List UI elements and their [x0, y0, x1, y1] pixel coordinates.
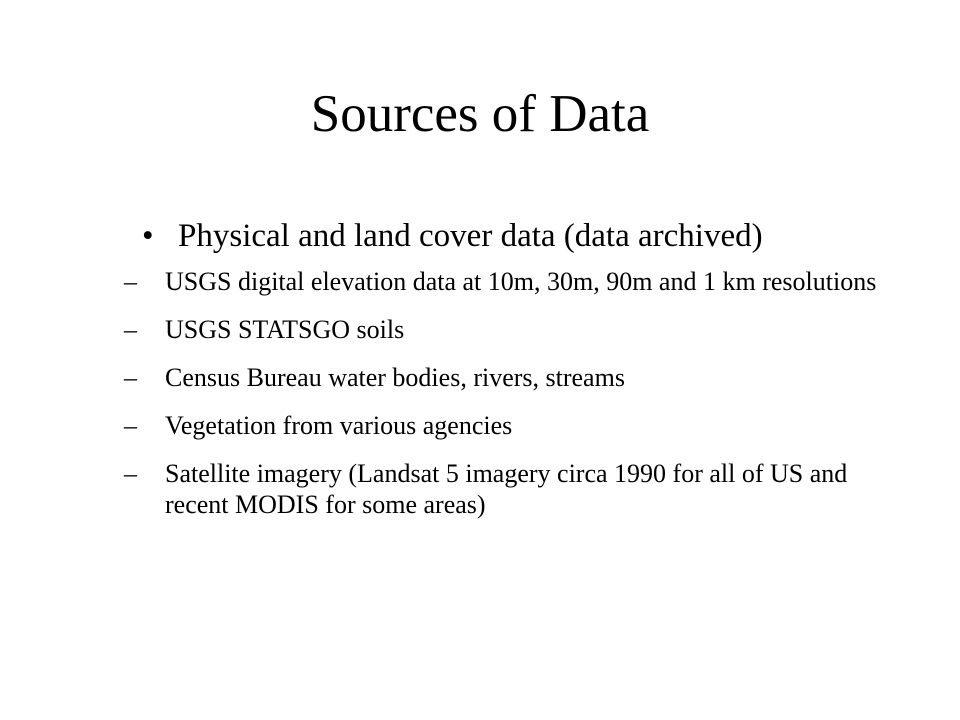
bullet-text: Physical and land cover data (data archived)	[178, 218, 763, 254]
slide-title: Sources of Data	[310, 85, 650, 143]
sub-bullet-text: USGS digital elevation data at 10m, 30m, 90m and 1 km resolutions	[165, 267, 877, 296]
sub-bullet-item	[124, 314, 902, 345]
sub-bullet-item	[124, 266, 902, 297]
dash-marker: –	[124, 315, 137, 344]
bullet-item	[142, 216, 902, 256]
sub-bullet-text: Vegetation from various agencies	[165, 411, 513, 440]
sub-bullet-text: Satellite imagery (Landsat 5 imagery circa 1990 for all of US and recent MODIS for some areas)	[165, 459, 848, 519]
dash-marker: –	[124, 411, 137, 440]
bullet-marker: •	[142, 218, 154, 254]
dash-marker: –	[124, 267, 137, 296]
sub-bullet-item	[124, 410, 902, 441]
slide-content	[124, 216, 902, 537]
sub-bullet-text: Census Bureau water bodies, rivers, streams	[165, 363, 625, 392]
dash-marker: –	[124, 459, 137, 488]
sub-bullet-list	[124, 266, 902, 520]
sub-bullet-item	[124, 458, 902, 520]
sub-bullet-text: USGS STATSGO soils	[165, 315, 405, 344]
dash-marker: –	[124, 363, 137, 392]
sub-bullet-item	[124, 362, 902, 393]
